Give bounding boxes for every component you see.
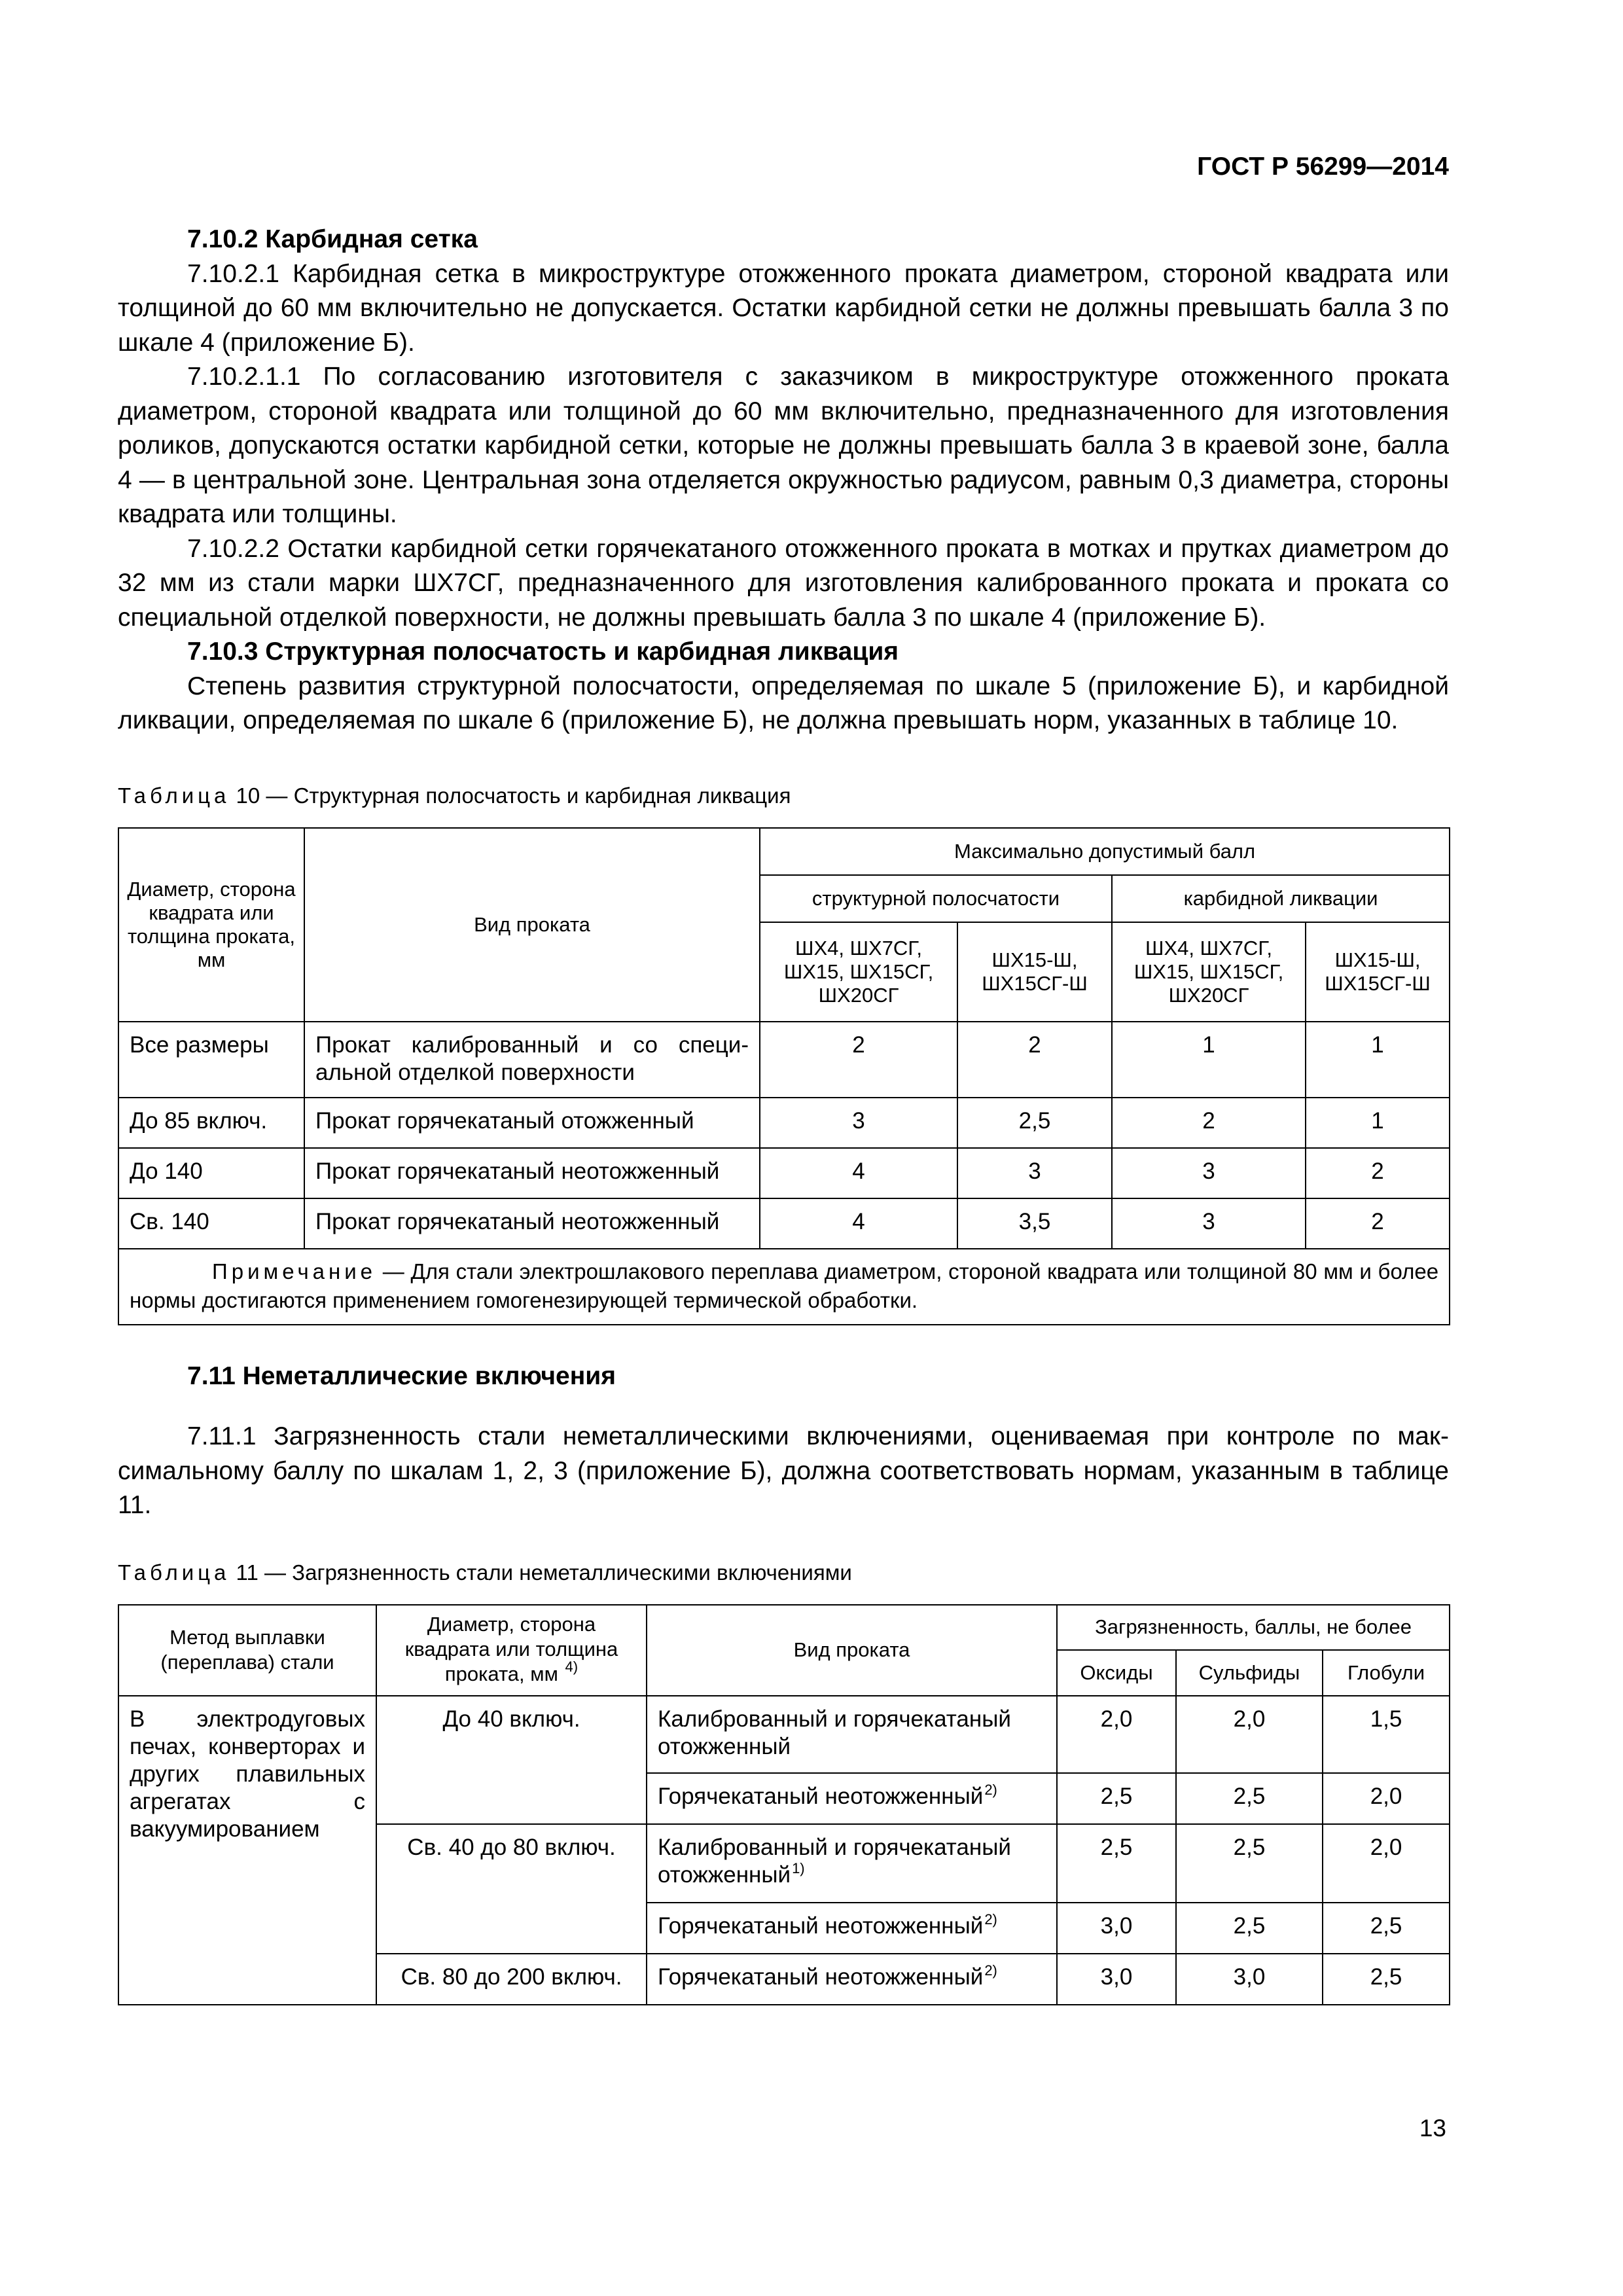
table-row xyxy=(118,1148,1450,1198)
table-cell: 2,0 xyxy=(1057,1696,1176,1773)
table-cell: 1 xyxy=(1306,1022,1450,1098)
table-cell: 3,5 xyxy=(957,1198,1112,1249)
note-label: Примечание xyxy=(212,1259,377,1283)
t11-header-contamination: Загрязненность, баллы, не более xyxy=(1057,1605,1450,1651)
paragraph-7-10-2-2: 7.10.2.2 Остатки карбидной сетки горячекатаного отожженного проката в мотках и прутках диаметром до 32 мм из стали марки ШХ7СГ, предназначенного для изготовления калиброванного проката и проката со специальной отделкой поверхности, не должны превышать балла 3 по шкале 4 (приложение Б). xyxy=(118,534,1449,632)
table-cell: Прокат горячекатаный неотожженный xyxy=(304,1198,760,1249)
table-cell: Св. 140 xyxy=(118,1198,304,1249)
table-cell-text: Горячекатаный неотожженный xyxy=(658,1964,984,1990)
t11-header-oxides: Оксиды xyxy=(1057,1650,1176,1696)
table-cell: Все размеры xyxy=(118,1022,304,1098)
table-cell: 2,5 xyxy=(1057,1773,1176,1824)
t10-header-kind: Вид проката xyxy=(304,828,760,1022)
table-cell: 3 xyxy=(760,1098,957,1148)
t10-header-max-score: Максимально допустимый балл xyxy=(760,828,1450,875)
table-11-caption-label: Таблица xyxy=(118,1560,230,1585)
table-cell: 2,5 xyxy=(957,1098,1112,1148)
table-cell: Прокат калиброванный и со специальной отделкой поверхности xyxy=(304,1022,760,1098)
table-cell: 3 xyxy=(957,1148,1112,1198)
note-text: — Для стали электрошлакового переплава диаметром, стороной квадрата или толщиной 80 мм и более нормы достигаются применением гомогенезирующей термической обработки. xyxy=(130,1259,1439,1312)
table-cell: До 140 xyxy=(118,1148,304,1198)
footnote-marker: 2) xyxy=(984,1962,997,1979)
table-row xyxy=(118,1098,1450,1148)
t11-header-kind: Вид проката xyxy=(647,1605,1057,1696)
table-cell: 3 xyxy=(1112,1198,1306,1249)
table-cell: Св. 40 до 80 включ. xyxy=(376,1824,647,1954)
table-cell: Св. 80 до 200 включ. xyxy=(376,1954,647,2005)
t10-header-grade-group-1: ШХ4, ШХ7СГ, ШХ15, ШХ15СГ, ШХ20СГ xyxy=(1112,922,1306,1022)
section-heading-7-11: 7.11 Неметаллические включения xyxy=(187,1361,616,1390)
table-cell: Калиброванный и горячекатаный отожженный xyxy=(647,1696,1057,1773)
table-cell xyxy=(647,1954,1057,2005)
table-cell: 2 xyxy=(957,1022,1112,1098)
t11-header-method: Метод выплавки (переплава) стали xyxy=(118,1605,376,1696)
table-cell: 4 xyxy=(760,1198,957,1249)
t11-method-cell: В электродуговых печах, конверторах и других плавильных агрегатах с вакуумированием xyxy=(118,1696,376,2005)
table-cell-text: Горячекатаный неотожженный xyxy=(658,1912,984,1939)
table-cell: 2,0 xyxy=(1323,1824,1450,1903)
table-cell: Прокат горячекатаный неотожженный xyxy=(304,1148,760,1198)
table-cell: До 85 включ. xyxy=(118,1098,304,1148)
t10-header-grade-group-2: ШХ15-Ш, ШХ15СГ-Ш xyxy=(1306,922,1450,1022)
table-cell: 2,5 xyxy=(1323,1903,1450,1954)
t10-header-grade-group-2: ШХ15-Ш, ШХ15СГ-Ш xyxy=(957,922,1112,1022)
table-cell: Прокат горячекатаный отожженный xyxy=(304,1098,760,1148)
table-cell: 2,5 xyxy=(1057,1824,1176,1903)
table-cell: 2,0 xyxy=(1323,1773,1450,1824)
table-cell: 2 xyxy=(1306,1148,1450,1198)
t10-header-structural-banding: структурной полосчатости xyxy=(760,875,1112,922)
table-cell: 2,5 xyxy=(1176,1903,1323,1954)
table-cell: 3 xyxy=(1112,1148,1306,1198)
table-10-caption-text: 10 — Структурная полосчатость и карбидная ликвация xyxy=(230,783,791,808)
table-cell: 2,5 xyxy=(1176,1773,1323,1824)
footnote-marker: 2) xyxy=(984,1910,997,1928)
table-11-caption xyxy=(118,1560,1449,1586)
section-heading-7-10-3: 7.10.3 Структурная полосчатость и карбидная ликвация xyxy=(187,637,899,666)
t10-header-diameter: Диаметр, сторона квадрата или толщина проката, мм xyxy=(118,828,304,1022)
t11-header-sulfides: Сульфиды xyxy=(1176,1650,1323,1696)
footnote-marker: 1) xyxy=(792,1859,805,1876)
table-row xyxy=(118,1696,1450,1773)
t11-header-diameter xyxy=(376,1605,647,1696)
table-cell: 1 xyxy=(1112,1022,1306,1098)
table-cell xyxy=(647,1903,1057,1954)
paragraph-7-10-2-1-1: 7.10.2.1.1 По согласованию изготовителя с заказчиком в микроструктуре отожженного проката диаметром, стороной квадрата или толщиной до 60 мм включительно, предназначенного для изготовления роликов, допускаются остатки карбидной сетки, которые не должны превышать балла 3 в краевой зоне, балла 4 — в центральной зоне. Центральная зона отделяется окружностью радиусом, равным 0,3 диаметра, стороны квадрата или толщины. xyxy=(118,363,1449,528)
table-cell: 2 xyxy=(1306,1198,1450,1249)
footnote-marker: 2) xyxy=(984,1781,997,1798)
t11-header-globules: Глобули xyxy=(1323,1650,1450,1696)
table-row xyxy=(118,1198,1450,1249)
table-cell: 3,0 xyxy=(1057,1903,1176,1954)
page-number: 13 xyxy=(1419,2115,1446,2142)
table-11-caption-text: 11 — Загрязненность стали неметаллическими включениями xyxy=(230,1560,852,1585)
page-content xyxy=(118,223,1449,2005)
table-cell-text: Калиброванный и горячекатаный отожженный xyxy=(658,1834,1011,1888)
paragraph-7-10-3: Степень развития структурной полосчатости, определяемая по шкале 5 (приложение Б), и карбидной ликвации, определяемая по шкале 6 (приложение Б), не должна превышать норм, указанных в таблице 10. xyxy=(118,672,1449,734)
table-11 xyxy=(118,1604,1450,2005)
section-heading-7-10-2: 7.10.2 Карбидная сетка xyxy=(187,225,478,253)
table-cell: 3,0 xyxy=(1057,1954,1176,2005)
table-cell: 2 xyxy=(760,1022,957,1098)
table-cell: До 40 включ. xyxy=(376,1696,647,1824)
table-cell: 1,5 xyxy=(1323,1696,1450,1773)
table-10-caption-label: Таблица xyxy=(118,783,230,808)
footnote-marker: 4) xyxy=(565,1658,579,1675)
document-number: ГОСТ Р 56299—2014 xyxy=(1197,152,1449,181)
table-cell xyxy=(647,1773,1057,1824)
table-10-caption xyxy=(118,783,1449,809)
table-cell: 2,5 xyxy=(1176,1824,1323,1903)
table-cell: 3,0 xyxy=(1176,1954,1323,2005)
paragraph-7-10-2-1: 7.10.2.1 Карбидная сетка в микроструктуре отожженного проката диаметром, стороной квадрата или толщиной до 60 мм включительно не допускается. Остатки карбидной сетки не должны превышать балла 3 по шкале 4 (приложение Б). xyxy=(118,259,1449,357)
table-cell: 2,0 xyxy=(1176,1696,1323,1773)
table-cell: 2,5 xyxy=(1323,1954,1450,2005)
table-cell: 4 xyxy=(760,1148,957,1198)
table-10-note xyxy=(118,1249,1450,1325)
table-10 xyxy=(118,827,1450,1325)
paragraph-7-11-1: 7.11.1 Загрязненность стали неметаллическими включениями, оцениваемая при контроле по максимальному баллу по шкалам 1, 2, 3 (приложение Б), должна соответствовать нормам, указанным в таблице 11. xyxy=(118,1422,1449,1519)
table-cell: 2 xyxy=(1112,1098,1306,1148)
table-cell-text: Горячекатаный неотожженный xyxy=(658,1783,984,1809)
table-10-note-row xyxy=(118,1249,1450,1325)
t10-header-grade-group-1: ШХ4, ШХ7СГ, ШХ15, ШХ15СГ, ШХ20СГ xyxy=(760,922,957,1022)
t10-header-carbide-segregation: карбидной ликвации xyxy=(1112,875,1450,922)
t11-header-diameter-text: Диаметр, сторона квадрата или толщина проката, мм xyxy=(404,1612,618,1685)
table-cell xyxy=(647,1824,1057,1903)
table-row xyxy=(118,1022,1450,1098)
table-cell: 1 xyxy=(1306,1098,1450,1148)
